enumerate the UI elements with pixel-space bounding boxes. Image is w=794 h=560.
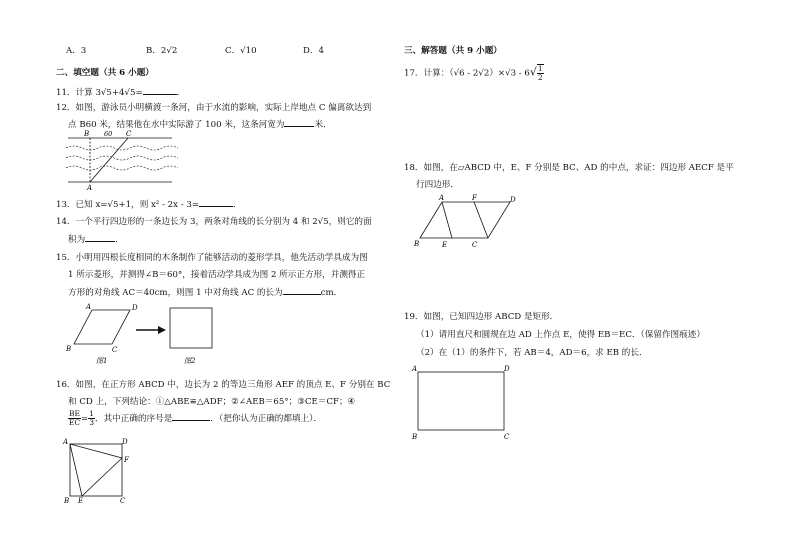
question-18-line2: 行四边形．: [416, 180, 459, 190]
option-b: B．2√2: [146, 46, 178, 56]
fig1-label-d: D: [132, 304, 138, 312]
q11-blank: [143, 85, 177, 95]
q12-tail: 米．: [314, 120, 332, 130]
option-a: A．3: [66, 46, 87, 56]
q15-text: 方形的对角线 AC＝40cm，则图 1 中对角线 AC 的长为: [68, 288, 283, 298]
fig1-label-a: A: [86, 303, 92, 311]
q16-fraction-be-ec: $\frac{BE}{EC}$: [68, 409, 81, 427]
question-16-line1: 16．如图，在正方形 ABCD 中，边长为 2 的等边三角形 AEF 的顶点 E、F 分别在 BC: [56, 380, 391, 390]
fig1-label-b: B: [66, 345, 72, 353]
option-c: C．√10: [225, 46, 257, 56]
rect-label-c: C: [504, 433, 510, 441]
question-13: 13．已知 x=√5+1，则 x² - 2x - 3= ．: [56, 197, 242, 210]
question-12-line1: 12．如图，游泳员小明横渡一条河，由于水流的影响，实际上岸地点 C 偏离欲达到: [56, 103, 372, 113]
river-label-c: C: [126, 130, 132, 138]
question-19-line2: （1）请用直尺和圆规在边 AD 上作点 E，使得 EB＝EC．（保留作图痕迹）: [416, 330, 705, 340]
q15-blank: [283, 285, 321, 295]
sq-label-e: E: [78, 497, 84, 504]
sq-label-d: D: [122, 438, 128, 446]
fig1-caption: 图1: [96, 357, 108, 365]
para-label-e: E: [442, 241, 448, 249]
rect-label-b: B: [412, 433, 418, 441]
section-fill-blank-heading: 二、填空题（共 6 小题）: [56, 68, 154, 78]
q16-tail: ．（把你认为正确的都填上）．: [210, 414, 323, 424]
rect-label-d: D: [504, 365, 510, 373]
fig1-label-c: C: [112, 346, 118, 354]
q14-blank: [85, 232, 115, 242]
river-label-b: B: [84, 130, 90, 138]
question-16-line3: $\frac{BE}{EC}=$ $\frac{1}{3}$．其中正确的序号是 ．（把你认为正确的都填上）．: [68, 409, 323, 427]
q16-text: ．其中正确的序号是: [94, 414, 173, 424]
question-15-line3: [68, 285, 342, 298]
section-solve-heading: 三、解答题（共 9 小题）: [404, 46, 502, 56]
q11-text: 11．计算 3√5+4√5=: [56, 88, 143, 98]
q16-blank: [172, 411, 210, 421]
para-label-b: B: [414, 240, 420, 248]
question-19-line1: 19．如图，已知四边形 ABCD 是矩形．: [404, 312, 559, 322]
question-14-line2: 积为 ．: [68, 232, 124, 245]
q13-blank: [199, 197, 233, 207]
question-11: 11．计算 3√5+4√5= ．: [56, 85, 185, 98]
river-figure: [60, 128, 180, 190]
rect-label-a: A: [412, 365, 418, 373]
para-label-d: D: [510, 196, 516, 204]
q12-blank: [284, 117, 314, 127]
question-15-line2: 1 所示菱形，并测得∠B＝60°，接着活动学具成为图 2 所示正方形，并测得正: [68, 270, 366, 280]
question-15-line1: 15．小明用四根长度相同的木条制作了能够活动的菱形学具，他先活动学具成为图: [56, 253, 368, 263]
q17-fraction: $\frac{1}{2}$: [537, 64, 543, 82]
rectangle-figure: [410, 362, 514, 442]
question-17: 17．计算：（√6 - 2√2）×√3 - 6√ $\frac{1}{2}$: [404, 64, 543, 82]
question-19-line3: （2）在（1）的条件下，若 AB＝4，AD＝6，求 EB 的长．: [416, 348, 648, 358]
q13-text: 13．已知 x=√5+1，则 x² - 2x - 3=: [56, 200, 200, 210]
option-d: D．4: [303, 46, 324, 56]
sq-label-f: F: [124, 456, 129, 464]
para-label-f: F: [472, 194, 477, 202]
river-label-a: A: [87, 184, 93, 190]
fig2-caption: 图2: [184, 357, 196, 365]
q17-text: 17．计算：（√6 - 2√2）×√3 - 6: [404, 68, 530, 79]
para-label-c: C: [472, 241, 478, 249]
question-18-line1: 18．如图，在▱ABCD 中，E、F 分别是 BC、AD 的中点，求证：四边形 AECF 是平: [404, 163, 734, 173]
parallelogram-figure: [412, 190, 516, 252]
sq-label-c: C: [120, 497, 126, 504]
square-triangle-figure: [60, 436, 134, 504]
q15-unit: cm．: [320, 288, 343, 298]
question-16-line2: 和 CD 上，下列结论：①△ABE≌△ADF；②∠AEB＝65°；③CE＝CF；④: [68, 397, 356, 407]
q12-text: 点 B60 米，结果他在水中实际游了 100 米，这条河宽为: [68, 120, 285, 130]
q16-fraction-1-3: $\frac{1}{3}$: [89, 409, 94, 427]
q14-text: 积为: [68, 235, 86, 245]
para-label-a: A: [439, 194, 445, 202]
sq-label-b: B: [64, 497, 70, 504]
question-14-line1: 14．一个平行四边形的一条边长为 3，两条对角线的长分别为 4 和 2√5，则它的面: [56, 217, 372, 227]
sq-label-a: A: [63, 438, 69, 446]
river-label-60: 60: [104, 130, 113, 138]
rhombus-square-figure: [62, 300, 222, 368]
